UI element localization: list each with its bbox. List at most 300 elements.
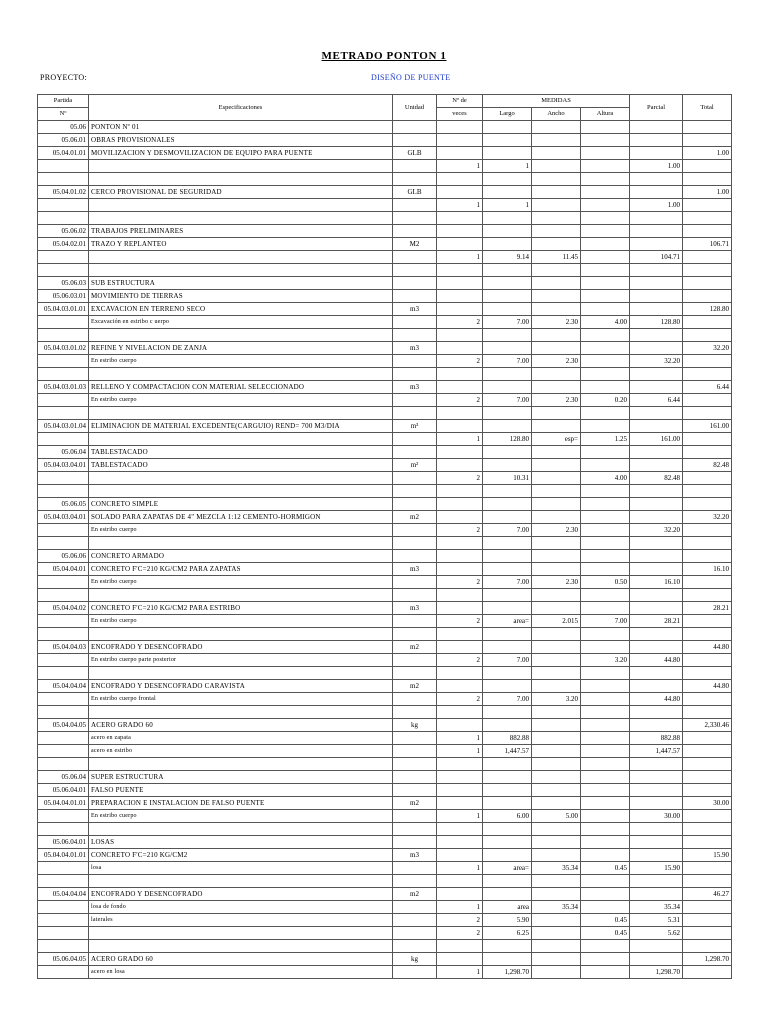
- largo-cell: 1: [483, 160, 532, 173]
- altura-cell: [581, 836, 630, 849]
- parcial-cell: [630, 836, 683, 849]
- parcial-cell: [630, 173, 683, 186]
- total-cell: [683, 264, 732, 277]
- table-row: [38, 212, 732, 225]
- total-cell: [683, 329, 732, 342]
- spec-cell: losa de fondo: [89, 901, 393, 914]
- parcial-cell: 5.62: [630, 927, 683, 940]
- veces-cell: [437, 823, 483, 836]
- spec-cell: MOVIMIENTO DE TIERRAS: [89, 290, 393, 303]
- total-cell: 1,298.70: [683, 953, 732, 966]
- spec-cell: REFINE Y NIVELACION DE ZANJA: [89, 342, 393, 355]
- ancho-cell: [532, 849, 581, 862]
- table-row: [38, 667, 732, 680]
- largo-cell: area=: [483, 862, 532, 875]
- altura-cell: [581, 628, 630, 641]
- spec-cell: PONTON Nº 01: [89, 121, 393, 134]
- ancho-cell: [532, 797, 581, 810]
- table-row: [38, 524, 732, 537]
- unit-cell: m2: [393, 641, 437, 654]
- largo-cell: [483, 849, 532, 862]
- unit-cell: [393, 524, 437, 537]
- veces-cell: [437, 797, 483, 810]
- altura-cell: [581, 303, 630, 316]
- parcial-cell: [630, 888, 683, 901]
- table-row: [38, 537, 732, 550]
- largo-cell: [483, 290, 532, 303]
- spec-cell: PREPARACION E INSTALACION DE FALSO PUENTE: [89, 797, 393, 810]
- total-cell: [683, 589, 732, 602]
- spec-cell: En estribo cuerpo: [89, 810, 393, 823]
- parcial-cell: [630, 368, 683, 381]
- spec-cell: En estribo cuerpo: [89, 615, 393, 628]
- parcial-cell: 5.31: [630, 914, 683, 927]
- veces-cell: 1: [437, 745, 483, 758]
- unit-cell: [393, 628, 437, 641]
- unit-cell: [393, 758, 437, 771]
- unit-cell: [393, 368, 437, 381]
- unit-cell: [393, 212, 437, 225]
- table-row: [38, 849, 732, 862]
- parcial-cell: [630, 212, 683, 225]
- unit-cell: [393, 693, 437, 706]
- partida-cell: 05.06.04.01: [38, 836, 89, 849]
- parcial-cell: 28.21: [630, 615, 683, 628]
- total-cell: [683, 134, 732, 147]
- veces-cell: [437, 602, 483, 615]
- ancho-cell: [532, 277, 581, 290]
- unit-cell: m2: [393, 888, 437, 901]
- ancho-cell: [532, 706, 581, 719]
- total-cell: 16.10: [683, 563, 732, 576]
- total-cell: [683, 355, 732, 368]
- altura-cell: [581, 810, 630, 823]
- total-cell: [683, 277, 732, 290]
- total-cell: 44.80: [683, 680, 732, 693]
- altura-cell: [581, 368, 630, 381]
- largo-cell: 10.31: [483, 472, 532, 485]
- spec-cell: CERCO PROVISIONAL DE SEGURIDAD: [89, 186, 393, 199]
- partida-cell: [38, 433, 89, 446]
- veces-cell: [437, 771, 483, 784]
- largo-cell: [483, 888, 532, 901]
- table-row: [38, 576, 732, 589]
- altura-cell: [581, 277, 630, 290]
- altura-cell: 0.45: [581, 927, 630, 940]
- total-cell: [683, 745, 732, 758]
- header-partida-no: Nº: [38, 108, 89, 121]
- largo-cell: area: [483, 901, 532, 914]
- spec-cell: [89, 264, 393, 277]
- altura-cell: [581, 290, 630, 303]
- partida-cell: 05.04.04.02: [38, 602, 89, 615]
- ancho-cell: [532, 641, 581, 654]
- altura-cell: [581, 680, 630, 693]
- altura-cell: [581, 641, 630, 654]
- altura-cell: [581, 524, 630, 537]
- spec-cell: ENCOFRADO Y DESENCOFRADO CARAVISTA: [89, 680, 393, 693]
- table-row: [38, 810, 732, 823]
- table-row: [38, 602, 732, 615]
- ancho-cell: [532, 459, 581, 472]
- altura-cell: 3.20: [581, 654, 630, 667]
- ancho-cell: [532, 654, 581, 667]
- veces-cell: [437, 706, 483, 719]
- veces-cell: 2: [437, 615, 483, 628]
- spec-cell: [89, 433, 393, 446]
- table-row: [38, 875, 732, 888]
- spec-cell: En estribo cuerpo: [89, 394, 393, 407]
- table-row: [38, 225, 732, 238]
- veces-cell: 1: [437, 433, 483, 446]
- largo-cell: [483, 459, 532, 472]
- altura-cell: [581, 784, 630, 797]
- total-cell: [683, 160, 732, 173]
- ancho-cell: 2.30: [532, 316, 581, 329]
- largo-cell: [483, 875, 532, 888]
- partida-cell: 05.04.02.01: [38, 238, 89, 251]
- spec-cell: CONCRETO F'C=210 KG/CM2: [89, 849, 393, 862]
- ancho-cell: 35.34: [532, 862, 581, 875]
- total-cell: 161.00: [683, 420, 732, 433]
- altura-cell: [581, 238, 630, 251]
- altura-cell: [581, 953, 630, 966]
- parcial-cell: 1.00: [630, 199, 683, 212]
- partida-cell: 05.04.04.03: [38, 641, 89, 654]
- altura-cell: [581, 888, 630, 901]
- partida-cell: [38, 355, 89, 368]
- parcial-cell: [630, 329, 683, 342]
- partida-cell: [38, 329, 89, 342]
- ancho-cell: [532, 303, 581, 316]
- partida-cell: [38, 407, 89, 420]
- table-row: [38, 459, 732, 472]
- table-row: [38, 901, 732, 914]
- altura-cell: [581, 420, 630, 433]
- ancho-cell: [532, 238, 581, 251]
- total-cell: [683, 862, 732, 875]
- table-row: [38, 628, 732, 641]
- veces-cell: [437, 368, 483, 381]
- veces-cell: [437, 446, 483, 459]
- altura-cell: 0.45: [581, 862, 630, 875]
- total-cell: [683, 446, 732, 459]
- total-cell: 1.00: [683, 147, 732, 160]
- total-cell: [683, 485, 732, 498]
- table-row: [38, 888, 732, 901]
- veces-cell: 1: [437, 199, 483, 212]
- parcial-cell: [630, 537, 683, 550]
- partida-cell: [38, 173, 89, 186]
- unit-cell: [393, 251, 437, 264]
- largo-cell: [483, 134, 532, 147]
- ancho-cell: [532, 953, 581, 966]
- spec-cell: ELIMINACION DE MATERIAL EXCEDENTE(CARGUIO) REND= 700 M3/DIA: [89, 420, 393, 433]
- veces-cell: [437, 680, 483, 693]
- altura-cell: [581, 745, 630, 758]
- ancho-cell: [532, 836, 581, 849]
- unit-cell: [393, 355, 437, 368]
- veces-cell: [437, 563, 483, 576]
- parcial-cell: [630, 511, 683, 524]
- partida-cell: 05.06.05: [38, 498, 89, 511]
- spec-cell: OBRAS PROVISIONALES: [89, 134, 393, 147]
- table-row: [38, 745, 732, 758]
- partida-cell: [38, 199, 89, 212]
- altura-cell: [581, 875, 630, 888]
- partida-cell: 05.06.04.05: [38, 953, 89, 966]
- total-cell: [683, 966, 732, 979]
- altura-cell: [581, 732, 630, 745]
- unit-cell: [393, 810, 437, 823]
- unit-cell: [393, 966, 437, 979]
- ancho-cell: [532, 342, 581, 355]
- ancho-cell: [532, 212, 581, 225]
- ancho-cell: [532, 888, 581, 901]
- ancho-cell: 2.30: [532, 394, 581, 407]
- table-row: [38, 680, 732, 693]
- unit-cell: m3: [393, 303, 437, 316]
- table-row: [38, 927, 732, 940]
- total-cell: [683, 901, 732, 914]
- ancho-cell: [532, 199, 581, 212]
- veces-cell: [437, 420, 483, 433]
- unit-cell: [393, 771, 437, 784]
- spec-cell: acero en losa: [89, 966, 393, 979]
- spec-cell: SUB ESTRUCTURA: [89, 277, 393, 290]
- altura-cell: [581, 485, 630, 498]
- largo-cell: [483, 381, 532, 394]
- partida-cell: [38, 927, 89, 940]
- altura-cell: [581, 706, 630, 719]
- spec-cell: laterales: [89, 914, 393, 927]
- unit-cell: [393, 615, 437, 628]
- altura-cell: [581, 173, 630, 186]
- parcial-cell: [630, 667, 683, 680]
- ancho-cell: [532, 680, 581, 693]
- largo-cell: [483, 511, 532, 524]
- total-cell: [683, 615, 732, 628]
- partida-cell: 05.06.03: [38, 277, 89, 290]
- spec-cell: CONCRETO F'C=210 KG/CM2 PARA ESTRIBO: [89, 602, 393, 615]
- largo-cell: [483, 329, 532, 342]
- total-cell: [683, 654, 732, 667]
- table-row: [38, 771, 732, 784]
- unit-cell: [393, 836, 437, 849]
- unit-cell: [393, 654, 437, 667]
- parcial-cell: [630, 875, 683, 888]
- total-cell: [683, 628, 732, 641]
- ancho-cell: [532, 927, 581, 940]
- spec-cell: [89, 589, 393, 602]
- largo-cell: [483, 823, 532, 836]
- veces-cell: [437, 667, 483, 680]
- partida-cell: [38, 264, 89, 277]
- spec-cell: ACERO GRADO 60: [89, 953, 393, 966]
- unit-cell: [393, 160, 437, 173]
- largo-cell: 7.00: [483, 693, 532, 706]
- metrado-table: [37, 94, 732, 979]
- parcial-cell: 6.44: [630, 394, 683, 407]
- largo-cell: [483, 173, 532, 186]
- veces-cell: 2: [437, 524, 483, 537]
- parcial-cell: 44.80: [630, 693, 683, 706]
- parcial-cell: 104.71: [630, 251, 683, 264]
- ancho-cell: [532, 290, 581, 303]
- parcial-cell: 1,298.70: [630, 966, 683, 979]
- ancho-cell: esp=: [532, 433, 581, 446]
- spec-cell: FALSO PUENTE: [89, 784, 393, 797]
- spec-cell: [89, 199, 393, 212]
- ancho-cell: [532, 160, 581, 173]
- largo-cell: [483, 238, 532, 251]
- spec-cell: [89, 875, 393, 888]
- veces-cell: [437, 485, 483, 498]
- parcial-cell: [630, 563, 683, 576]
- partida-cell: [38, 628, 89, 641]
- largo-cell: 7.00: [483, 394, 532, 407]
- spec-cell: [89, 160, 393, 173]
- veces-cell: [437, 459, 483, 472]
- largo-cell: 7.00: [483, 316, 532, 329]
- ancho-cell: [532, 134, 581, 147]
- ancho-cell: 5.00: [532, 810, 581, 823]
- largo-cell: [483, 758, 532, 771]
- largo-cell: 9.14: [483, 251, 532, 264]
- altura-cell: [581, 225, 630, 238]
- altura-cell: [581, 511, 630, 524]
- partida-cell: 05.06.01: [38, 134, 89, 147]
- spec-cell: [89, 485, 393, 498]
- partida-cell: 05.06.04: [38, 446, 89, 459]
- partida-cell: 05.04.04.01.01: [38, 797, 89, 810]
- altura-cell: [581, 589, 630, 602]
- altura-cell: [581, 329, 630, 342]
- table-row: [38, 342, 732, 355]
- spec-cell: [89, 940, 393, 953]
- partida-cell: [38, 667, 89, 680]
- spec-cell: [89, 667, 393, 680]
- table-row: [38, 797, 732, 810]
- partida-cell: [38, 914, 89, 927]
- veces-cell: 1: [437, 160, 483, 173]
- ancho-cell: [532, 758, 581, 771]
- largo-cell: 1,447.57: [483, 745, 532, 758]
- ancho-cell: [532, 264, 581, 277]
- unit-cell: [393, 667, 437, 680]
- largo-cell: [483, 147, 532, 160]
- total-cell: 106.71: [683, 238, 732, 251]
- spec-cell: TABLESTACADO: [89, 446, 393, 459]
- total-cell: [683, 914, 732, 927]
- partida-cell: 05.06: [38, 121, 89, 134]
- ancho-cell: 2.30: [532, 524, 581, 537]
- table-row: [38, 420, 732, 433]
- ancho-cell: [532, 225, 581, 238]
- spec-cell: [89, 758, 393, 771]
- table-row: [38, 186, 732, 199]
- header-total: Total: [683, 95, 732, 121]
- ancho-cell: [532, 550, 581, 563]
- partida-cell: [38, 485, 89, 498]
- parcial-cell: [630, 303, 683, 316]
- partida-cell: [38, 940, 89, 953]
- table-row: [38, 277, 732, 290]
- partida-cell: [38, 524, 89, 537]
- spec-cell: TABLESTACADO: [89, 459, 393, 472]
- table-row: [38, 368, 732, 381]
- total-cell: [683, 368, 732, 381]
- unit-cell: [393, 901, 437, 914]
- spec-cell: [89, 927, 393, 940]
- partida-cell: [38, 212, 89, 225]
- parcial-cell: [630, 290, 683, 303]
- unit-cell: [393, 875, 437, 888]
- veces-cell: 2: [437, 355, 483, 368]
- ancho-cell: [532, 329, 581, 342]
- veces-cell: [437, 628, 483, 641]
- parcial-cell: [630, 121, 683, 134]
- spec-cell: CONCRETO F'C=210 KG/CM2 PARA ZAPATAS: [89, 563, 393, 576]
- unit-cell: [393, 745, 437, 758]
- total-cell: [683, 667, 732, 680]
- table-row: [38, 355, 732, 368]
- unit-cell: [393, 199, 437, 212]
- altura-cell: 4.00: [581, 316, 630, 329]
- ancho-cell: [532, 745, 581, 758]
- largo-cell: [483, 225, 532, 238]
- veces-cell: [437, 875, 483, 888]
- partida-cell: 05.04.04.04: [38, 888, 89, 901]
- total-cell: [683, 927, 732, 940]
- spec-cell: ACERO GRADO 60: [89, 719, 393, 732]
- total-cell: [683, 537, 732, 550]
- total-cell: 46.27: [683, 888, 732, 901]
- total-cell: 28.21: [683, 602, 732, 615]
- table-row: [38, 836, 732, 849]
- parcial-cell: [630, 940, 683, 953]
- ancho-cell: [532, 173, 581, 186]
- ancho-cell: [532, 446, 581, 459]
- partida-cell: 05.06.04.01: [38, 784, 89, 797]
- parcial-cell: [630, 277, 683, 290]
- parcial-cell: 882.88: [630, 732, 683, 745]
- partida-cell: [38, 693, 89, 706]
- veces-cell: 2: [437, 394, 483, 407]
- spec-cell: [89, 628, 393, 641]
- spec-cell: [89, 537, 393, 550]
- parcial-cell: 1.00: [630, 160, 683, 173]
- veces-cell: 1: [437, 732, 483, 745]
- parcial-cell: [630, 589, 683, 602]
- veces-cell: [437, 836, 483, 849]
- table-row: [38, 394, 732, 407]
- largo-cell: 6.00: [483, 810, 532, 823]
- header-altura: Altura: [581, 108, 630, 121]
- parcial-cell: [630, 459, 683, 472]
- ancho-cell: [532, 147, 581, 160]
- parcial-cell: [630, 147, 683, 160]
- table-row: [38, 654, 732, 667]
- unit-cell: [393, 407, 437, 420]
- partida-cell: [38, 394, 89, 407]
- parcial-cell: [630, 264, 683, 277]
- unit-cell: [393, 472, 437, 485]
- parcial-cell: 35.34: [630, 901, 683, 914]
- veces-cell: 1: [437, 901, 483, 914]
- largo-cell: 1,298.70: [483, 966, 532, 979]
- largo-cell: [483, 771, 532, 784]
